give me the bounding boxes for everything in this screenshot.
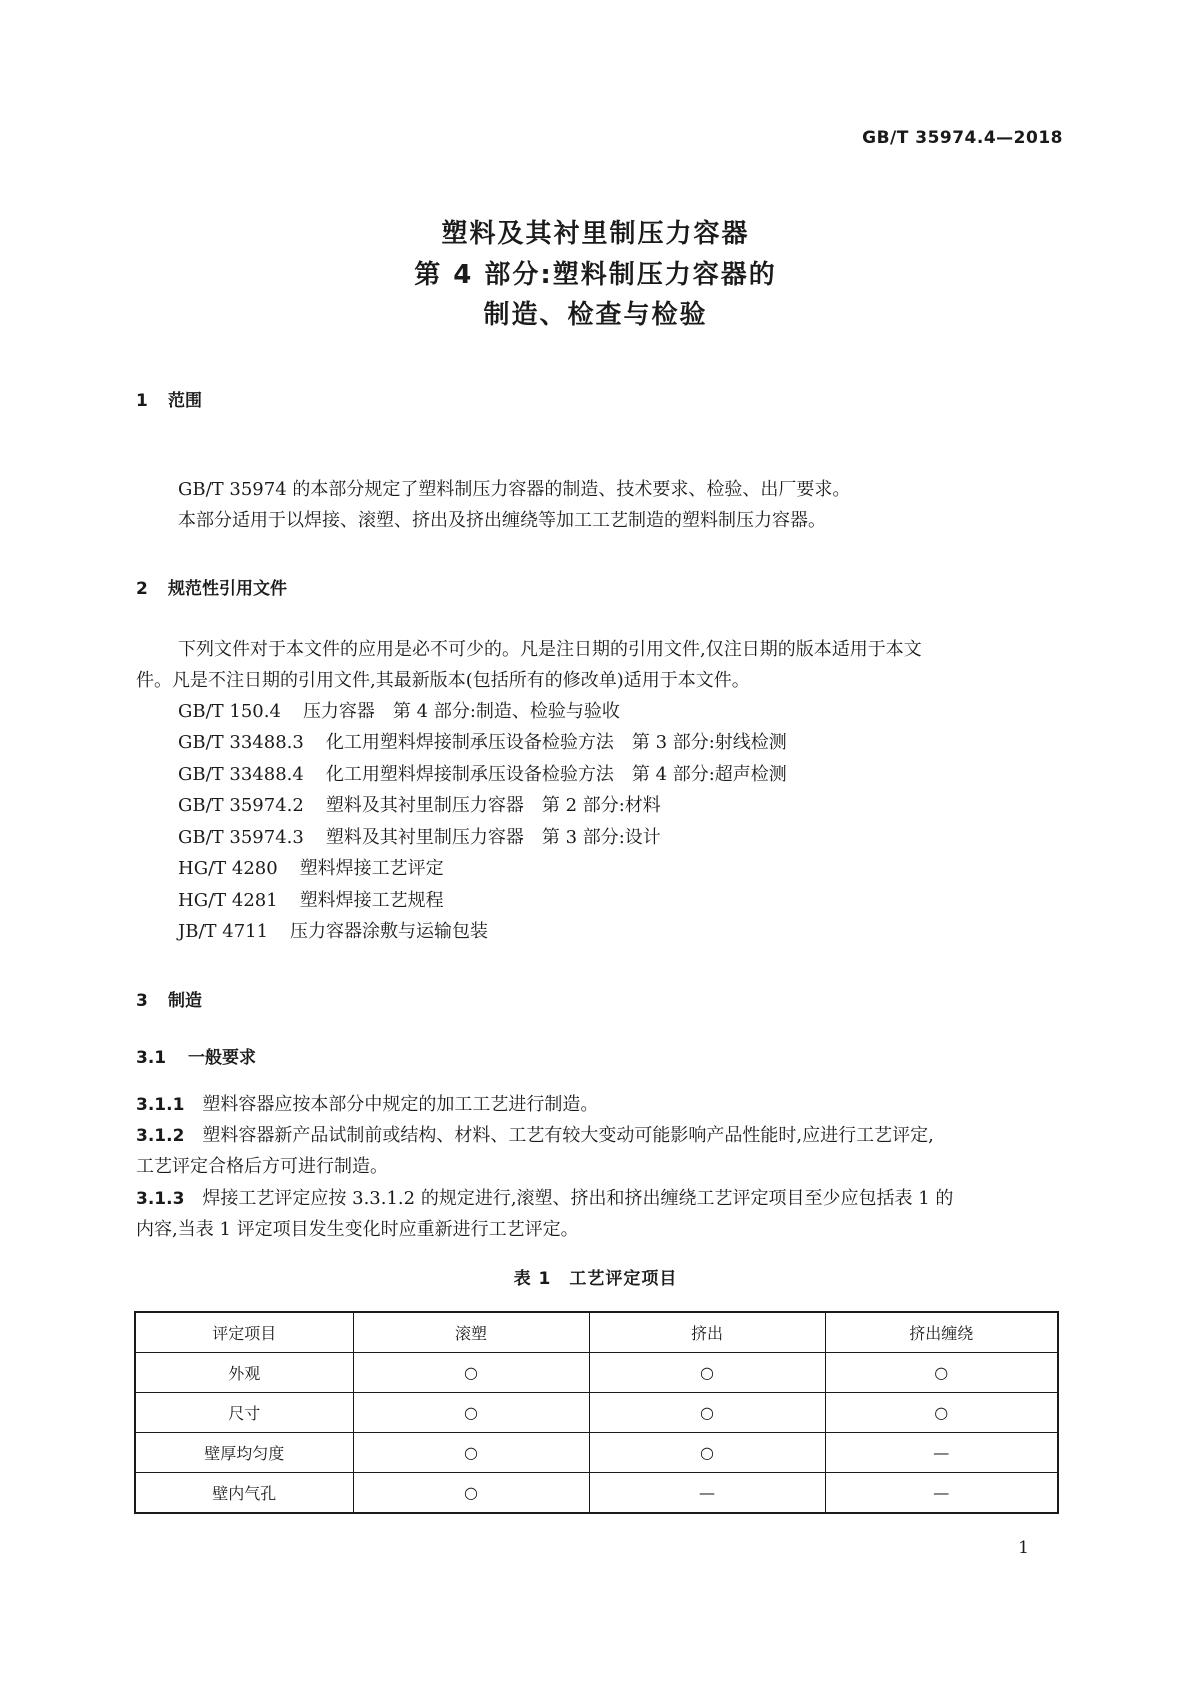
section-1-heading: [136, 386, 202, 411]
section-number: 3: [136, 991, 148, 1011]
reference-title: 化工用塑料焊接制承压设备检验方法 第 4 部分:超声检测: [325, 764, 787, 785]
table-cell: —: [825, 1473, 1058, 1514]
clause-number: 3.1.1: [136, 1095, 185, 1115]
reference-item: [178, 917, 488, 943]
reference-title: 塑料及其衬里制压力容器 第 3 部分:设计: [325, 827, 661, 848]
clause-continuation: 工艺评定合格后方可进行制造。: [136, 1156, 388, 1177]
reference-item: [178, 760, 787, 786]
section-title: 规范性引用文件: [168, 579, 287, 599]
table-cell: 外观: [135, 1353, 353, 1393]
table-cell: 尺寸: [135, 1393, 353, 1433]
clause-text: 塑料容器应按本部分中规定的加工工艺进行制造。: [202, 1094, 599, 1115]
subsection-number: 3.1: [136, 1048, 167, 1068]
section-number: 1: [136, 391, 148, 411]
reference-code: HG/T 4280: [178, 858, 278, 879]
paragraph: 本部分适用于以焊接、滚塑、挤出及挤出缠绕等加工工艺制造的塑料制压力容器。: [178, 510, 826, 531]
table-cell: 壁厚均匀度: [135, 1433, 353, 1473]
table-cell: ○: [353, 1353, 589, 1393]
reference-item: [178, 791, 661, 817]
reference-title: 压力容器 第 4 部分:制造、检验与验收: [302, 701, 620, 722]
subsection-title: 一般要求: [188, 1048, 256, 1068]
table-cell: ○: [353, 1433, 589, 1473]
reference-item: [178, 854, 444, 880]
clause-3-1-2: [136, 1121, 934, 1147]
standard-code: GB/T 35974.4—2018: [862, 128, 1063, 148]
table-cell: ○: [353, 1393, 589, 1433]
title-line-3: 制造、检查与检验: [483, 300, 708, 330]
title-line-1: 塑料及其衬里制压力容器: [441, 219, 750, 249]
reference-code: HG/T 4281: [178, 890, 278, 911]
section-3-heading: [136, 986, 202, 1011]
column-header: 评定项目: [135, 1312, 353, 1353]
title-line-2: 第 4 部分:塑料制压力容器的: [414, 260, 777, 290]
reference-title: 压力容器涂敷与运输包装: [290, 921, 489, 942]
table-header-row: [135, 1312, 1058, 1353]
table-cell: ○: [825, 1353, 1058, 1393]
reference-title: 塑料焊接工艺规程: [299, 890, 444, 911]
table-caption: 表 1 工艺评定项目: [513, 1269, 678, 1289]
clause-number: 3.1.3: [136, 1189, 185, 1209]
clause-3-1-3: [136, 1184, 953, 1210]
section-2-heading: [136, 574, 287, 599]
table-row: [135, 1393, 1058, 1433]
reference-title: 化工用塑料焊接制承压设备检验方法 第 3 部分:射线检测: [325, 732, 787, 753]
reference-title: 塑料及其衬里制压力容器 第 2 部分:材料: [325, 795, 661, 816]
table-cell: ○: [589, 1353, 825, 1393]
reference-code: GB/T 35974.2: [178, 795, 304, 816]
clause-3-1-1: [136, 1090, 598, 1116]
table-cell: ○: [353, 1473, 589, 1514]
table-1: [134, 1311, 1059, 1514]
table-row: [135, 1473, 1058, 1514]
clause-text: 塑料容器新产品试制前或结构、材料、工艺有较大变动可能影响产品性能时,应进行工艺评定,: [202, 1125, 934, 1146]
column-header: 挤出: [589, 1312, 825, 1353]
column-header: 挤出缠绕: [825, 1312, 1058, 1353]
column-header: 滚塑: [353, 1312, 589, 1353]
table-cell: —: [589, 1473, 825, 1514]
clause-continuation: 内容,当表 1 评定项目发生变化时应重新进行工艺评定。: [136, 1219, 579, 1240]
reference-item: [178, 697, 620, 723]
subsection-heading: [136, 1043, 256, 1068]
clause-text: 焊接工艺评定应按 3.3.1.2 的规定进行,滚塑、挤出和挤出缠绕工艺评定项目至少应包括表 1 的: [202, 1188, 954, 1209]
page-number: 1: [1018, 1538, 1029, 1558]
paragraph: 件。凡是不注日期的引用文件,其最新版本(包括所有的修改单)适用于本文件。: [136, 670, 750, 691]
reference-title: 塑料焊接工艺评定: [299, 858, 444, 879]
section-number: 2: [136, 579, 148, 599]
paragraph: 下列文件对于本文件的应用是必不可少的。凡是注日期的引用文件,仅注日期的版本适用于本文: [178, 639, 922, 660]
table-cell: ○: [825, 1393, 1058, 1433]
table-cell: ○: [589, 1433, 825, 1473]
table-cell: 壁内气孔: [135, 1473, 353, 1514]
table-cell: —: [825, 1433, 1058, 1473]
section-title: 制造: [168, 991, 202, 1011]
reference-code: GB/T 35974.3: [178, 827, 304, 848]
reference-code: JB/T 4711: [178, 921, 269, 942]
reference-code: GB/T 33488.3: [178, 732, 304, 753]
clause-number: 3.1.2: [136, 1126, 185, 1146]
reference-code: GB/T 150.4: [178, 701, 281, 722]
section-title: 范围: [168, 391, 202, 411]
reference-item: [178, 823, 661, 849]
table-row: [135, 1433, 1058, 1473]
table-row: [135, 1353, 1058, 1393]
reference-item: [178, 886, 444, 912]
reference-item: [178, 728, 787, 754]
reference-code: GB/T 33488.4: [178, 764, 304, 785]
paragraph: GB/T 35974 的本部分规定了塑料制压力容器的制造、技术要求、检验、出厂要求。: [178, 479, 851, 500]
table-cell: ○: [589, 1393, 825, 1433]
